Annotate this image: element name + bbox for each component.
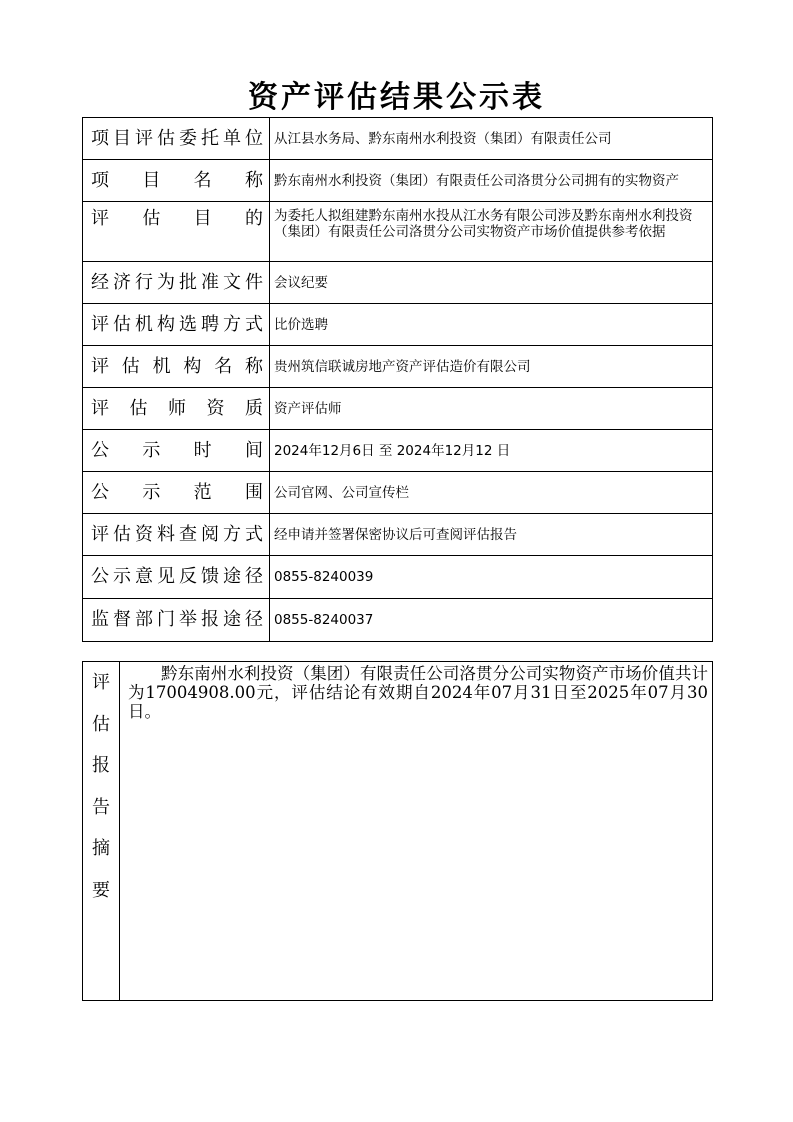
summary-table (82, 661, 713, 1001)
summary-label (83, 662, 120, 1001)
row-label-document-access: 评估资料查阅方式 (83, 514, 270, 556)
summary-label-char: 要 (92, 879, 110, 901)
table-row (83, 430, 713, 472)
row-label-agency-name: 评估机构名称 (83, 346, 270, 388)
table-row (83, 662, 713, 1001)
summary-label-char: 评 (92, 672, 110, 693)
table-row (83, 556, 713, 599)
row-label-selection-method: 评估机构选聘方式 (83, 304, 270, 346)
table-row (83, 388, 713, 430)
summary-label-char: 报 (92, 755, 110, 776)
row-label-project-name: 项目名称 (83, 160, 270, 202)
info-table (82, 117, 713, 642)
summary-label-char: 告 (92, 796, 110, 818)
row-label-feedback-channel: 公示意见反馈途径 (83, 556, 270, 599)
row-value-supervision-channel: 0855-8240037 (270, 599, 713, 642)
row-value-project-name: 黔东南州水利投资（集团）有限责任公司洛贯分公司拥有的实物资产 (270, 160, 713, 202)
row-label-publicity-period: 公示时间 (83, 430, 270, 472)
table-row (83, 472, 713, 514)
row-label-client: 项目评估委托单位 (83, 118, 270, 160)
row-value-selection-method: 比价选聘 (270, 304, 713, 346)
row-value-document-access: 经申请并签署保密协议后可查阅评估报告 (270, 514, 713, 556)
row-label-publicity-scope: 公示范围 (83, 472, 270, 514)
row-value-purpose: 为委托人拟组建黔东南州水投从江水务有限公司涉及黔东南州水利投资（集团）有限责任公司洛贯分公司实物资产市场价值提供参考依据 (270, 202, 713, 262)
table-row (83, 599, 713, 642)
table-row (83, 514, 713, 556)
row-value-appraiser-qualification: 资产评估师 (270, 388, 713, 430)
summary-label-char: 估 (92, 713, 110, 735)
row-value-agency-name: 贵州筑信联诚房地产资产评估造价有限公司 (270, 346, 713, 388)
row-value-publicity-period: 2024年12月6日 至 2024年12月12 日 (270, 430, 713, 472)
row-label-purpose: 评估目的 (83, 202, 270, 262)
row-value-feedback-channel: 0855-8240039 (270, 556, 713, 599)
table-row (83, 262, 713, 304)
table-row (83, 346, 713, 388)
table-row (83, 304, 713, 346)
table-row (83, 202, 713, 262)
row-label-supervision-channel: 监督部门举报途径 (83, 599, 270, 642)
row-label-appraiser-qualification: 评估师资质 (83, 388, 270, 430)
page-title: 资产评估结果公示表 (248, 80, 545, 115)
row-value-approval-document: 会议纪要 (270, 262, 713, 304)
row-label-approval-document: 经济行为批准文件 (83, 262, 270, 304)
summary-text: 黔东南州水利投资（集团）有限责任公司洛贯分公司实物资产市场价值共计为17004908.00元，评估结论有效期自2024年07月31日至2025年07月30日。 (120, 662, 713, 1001)
row-value-publicity-scope: 公司官网、公司宣传栏 (270, 472, 713, 514)
row-value-client: 从江县水务局、黔东南州水利投资（集团）有限责任公司 (270, 118, 713, 160)
table-row (83, 118, 713, 160)
summary-label-char: 摘 (92, 838, 110, 859)
table-row (83, 160, 713, 202)
